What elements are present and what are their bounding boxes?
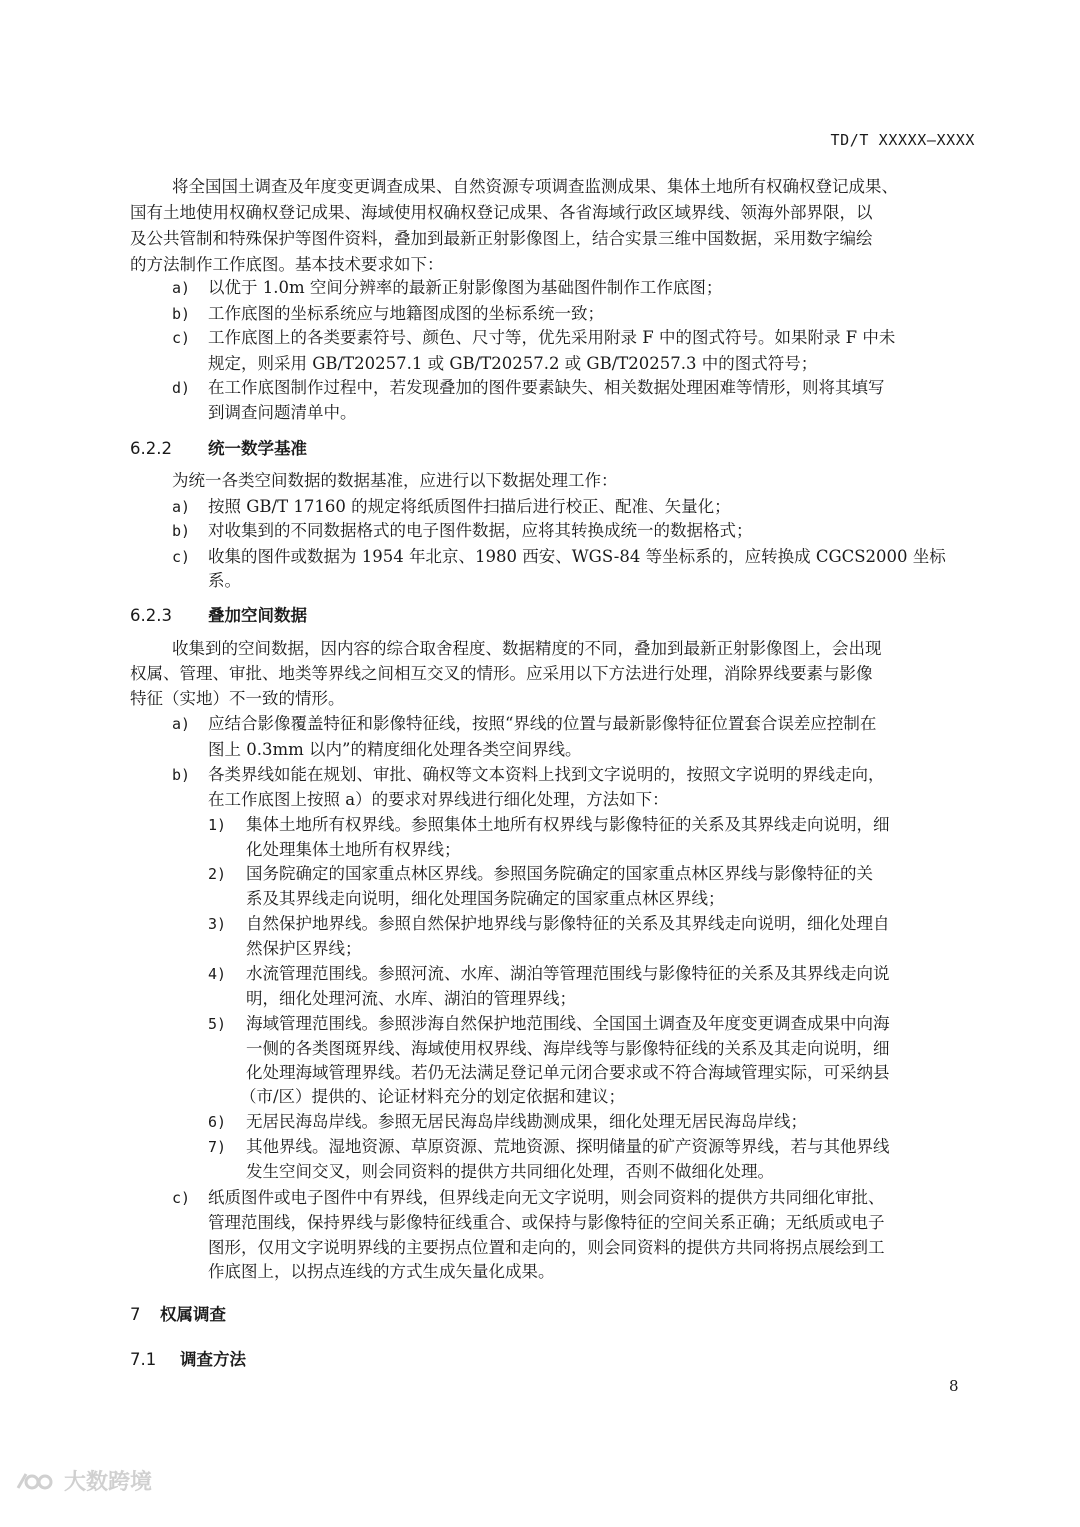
sublist-item-text: 然保护区界线；: [246, 939, 362, 958]
list-label: d): [172, 379, 191, 397]
sublist-item-text: 自然保护地界线。参照自然保护地界线与影像特征的关系及其界线走向说明，细化处理自: [246, 914, 890, 933]
list-label: b): [172, 522, 191, 540]
page-number: 8: [949, 1377, 959, 1395]
sublist-item-text: 发生空间交叉，则会同资料的提供方共同细化处理，否则不做细化处理。: [246, 1162, 774, 1181]
sublist-item-text: 化处理集体土地所有权界线；: [246, 840, 461, 859]
sublist-label: 7): [208, 1138, 227, 1156]
sublist-label: 3): [208, 915, 227, 933]
sublist-label: 2): [208, 865, 227, 883]
list-item-text: 按照 GB/T 17160 的规定将纸质图件扫描后进行校正、配准、矢量化；: [208, 497, 731, 516]
intro-line: 及公共管制和特殊保护等图件资料，叠加到最新正射影像图上，结合实景三维中国数据，采用数字编绘: [130, 229, 873, 248]
list-label: c): [172, 548, 191, 566]
paragraph-line: 收集到的空间数据，因内容的综合取舍程度、数据精度的不同，叠加到最新正射影像图上，会出现: [172, 639, 882, 658]
list-label: b): [172, 766, 191, 784]
sublist-item-text: 化处理海域管理界线。若仍无法满足登记单元闭合要求或不符合海域管理实际，可采纳县: [246, 1063, 890, 1082]
list-item-text: 应结合影像覆盖特征和影像特征线，按照“界线的位置与最新影像特征位置套合误差应控制在: [208, 714, 877, 733]
list-item-text: 以优于 1.0m 空间分辨率的最新正射影像图为基础图件制作工作底图；: [208, 278, 723, 297]
weibo-logo-icon: [14, 1468, 58, 1494]
list-item-text: 图形，仅用文字说明界线的主要拐点位置和走向的，则会同资料的提供方共同将拐点展绘到工: [208, 1238, 885, 1257]
list-label: a): [172, 715, 191, 733]
section-title: 叠加空间数据: [208, 606, 307, 625]
intro-line: 国有土地使用权确权登记成果、海域使用权确权登记成果、各省海域行政区域界线、领海外部界限，以: [130, 203, 873, 222]
list-item-text: 规定，则采用 GB/T20257.1 或 GB/T20257.2 或 GB/T20257.3 中的图式符号；: [208, 354, 818, 373]
list-item-text: 作底图上，以拐点连线的方式生成矢量化成果。: [208, 1262, 555, 1281]
sublist-item-text: 无居民海岛岸线。参照无居民海岛岸线勘测成果，细化处理无居民海岛岸线；: [246, 1112, 807, 1131]
section-heading-6-2-3: [130, 604, 307, 628]
list-item-text: 各类界线如能在规划、审批、确权等文本资料上找到文字说明的，按照文字说明的界线走向，: [208, 765, 885, 784]
paragraph-line: 特征（实地）不一致的情形。: [130, 689, 345, 708]
section-title: 统一数学基准: [208, 439, 307, 458]
sublist-label: 1): [208, 816, 227, 834]
section-title: 权属调查: [160, 1305, 226, 1324]
sublist-item-text: （市/区）提供的、论证材料充分的划定依据和建议；: [240, 1087, 626, 1106]
sublist-label: 6): [208, 1113, 227, 1131]
section-heading-6-2-2: [130, 437, 307, 461]
list-item-text: 在工作底图上按照 a）的要求对界线进行细化处理，方法如下：: [208, 790, 669, 809]
sublist-item-text: 明，细化处理河流、水库、湖泊的管理界线；: [246, 989, 576, 1008]
list-item-text: 工作底图的坐标系统应与地籍图成图的坐标系统一致；: [208, 304, 604, 323]
section-number: 6.2.3: [130, 606, 172, 625]
section-number: 7.1: [130, 1350, 157, 1369]
list-label: c): [172, 329, 191, 347]
section-heading-7-1: [130, 1348, 246, 1372]
watermark-text: 大数跨境: [64, 1470, 153, 1495]
intro-line: 的方法制作工作底图。基本技术要求如下：: [130, 255, 444, 274]
sublist-item-text: 系及其界线走向说明，细化处理国务院确定的国家重点林区界线；: [246, 889, 725, 908]
section-heading-7: [130, 1303, 226, 1327]
list-item-text: 在工作底图制作过程中，若发现叠加的图件要素缺失、相关数据处理困难等情形，则将其填写: [208, 378, 885, 397]
section-number: 6.2.2: [130, 439, 172, 458]
list-item-text: 系。: [208, 571, 241, 590]
list-item-text: 对收集到的不同数据格式的电子图件数据，应将其转换成统一的数据格式；: [208, 521, 753, 540]
list-label: b): [172, 305, 191, 323]
sublist-item-text: 水流管理范围线。参照河流、水库、湖泊等管理范围线与影像特征的关系及其界线走向说: [246, 964, 890, 983]
list-item-text: 到调查问题清单中。: [208, 403, 357, 422]
paragraph-line: 权属、管理、审批、地类等界线之间相互交叉的情形。应采用以下方法进行处理，消除界线要素与影像: [130, 664, 873, 683]
sublist-item-text: 一侧的各类图斑界线、海域使用权界线、海岸线等与影像特征线的关系及其走向说明，细: [246, 1039, 890, 1058]
paragraph-line: 为统一各类空间数据的数据基准，应进行以下数据处理工作：: [172, 471, 618, 490]
list-item-text: 收集的图件或数据为 1954 年北京、1980 西安、WGS-84 等坐标系的，应转换成 CGCS2000 坐标: [208, 547, 946, 566]
sublist-label: 4): [208, 965, 227, 983]
list-label: c): [172, 1189, 191, 1207]
section-title: 调查方法: [180, 1350, 246, 1369]
list-item-text: 工作底图上的各类要素符号、颜色、尺寸等，优先采用附录 F 中的图式符号。如果附录 F 中未: [208, 328, 896, 347]
sublist-label: 5): [208, 1015, 227, 1033]
section-number: 7: [130, 1305, 141, 1324]
intro-line: 将全国国土调查及年度变更调查成果、自然资源专项调查监测成果、集体土地所有权确权登记成果、: [172, 177, 898, 196]
watermark: [14, 1465, 152, 1496]
sublist-item-text: 国务院确定的国家重点林区界线。参照国务院确定的国家重点林区界线与影像特征的关: [246, 864, 873, 883]
list-label: a): [172, 498, 191, 516]
list-item-text: 纸质图件或电子图件中有界线，但界线走向无文字说明，则会同资料的提供方共同细化审批、: [208, 1188, 885, 1207]
sublist-item-text: 其他界线。湿地资源、草原资源、荒地资源、探明储量的矿产资源等界线，若与其他界线: [246, 1137, 890, 1156]
list-item-text: 管理范围线，保持界线与影像特征线重合、或保持与影像特征的空间关系正确；无纸质或电子: [208, 1213, 885, 1232]
list-label: a): [172, 279, 191, 297]
sublist-item-text: 海域管理范围线。参照涉海自然保护地范围线、全国国土调查及年度变更调查成果中向海: [246, 1014, 890, 1033]
document-code: TD/T XXXXX—XXXX: [830, 131, 975, 149]
list-item-text: 图上 0.3mm 以内”的精度细化处理各类空间界线。: [208, 740, 582, 759]
sublist-item-text: 集体土地所有权界线。参照集体土地所有权界线与影像特征的关系及其界线走向说明，细: [246, 815, 890, 834]
